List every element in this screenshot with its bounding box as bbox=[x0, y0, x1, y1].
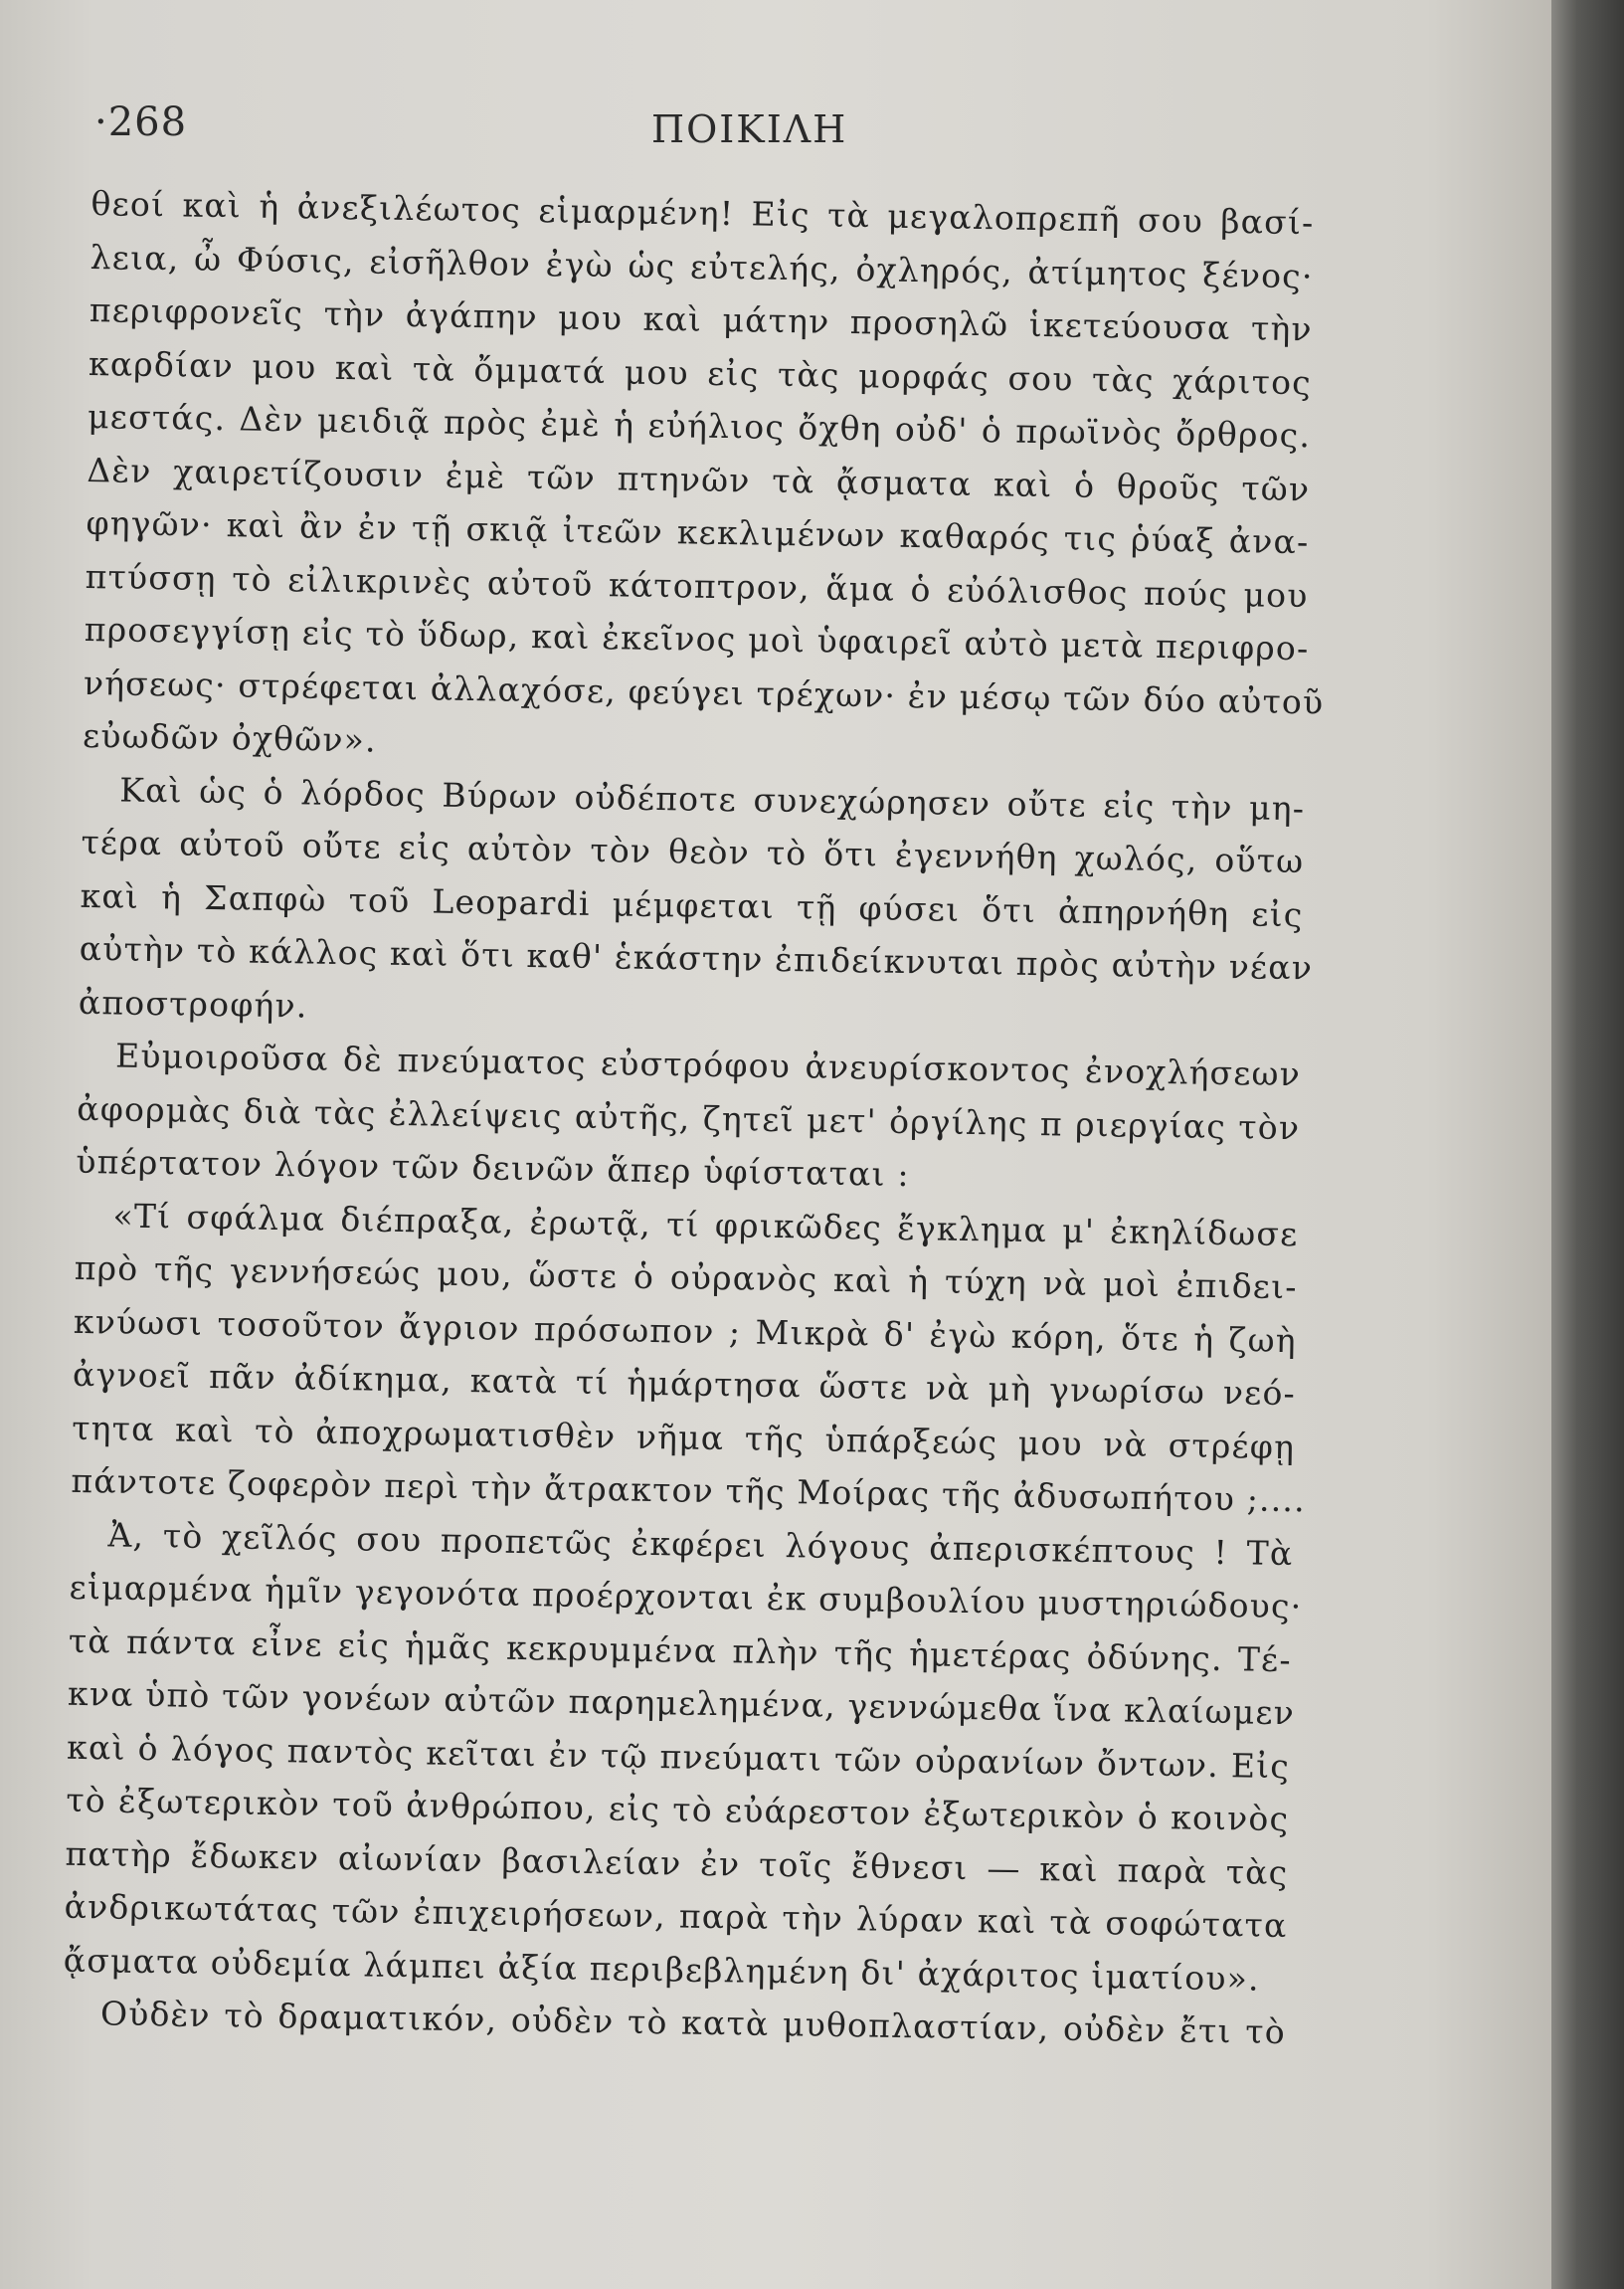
paragraph bbox=[76, 1029, 1301, 1208]
text-line: φηγῶν· καὶ ἂν ἐν τῇ σκιᾷ ἰτεῶν κεκλιμένων καθαρός τις ῥύαξ ἀνα- bbox=[86, 502, 1310, 562]
text-line: πάντοτε ζοφερὸν περὶ τὴν ἄτρακτον τῆς Μοίρας τῆς ἀδυσωπήτου ;.... bbox=[71, 1460, 1307, 1520]
text-line: προσεγγίσῃ εἰς τὸ ὕδωρ, καὶ ἐκεῖνος μοὶ ὑφαιρεῖ αὐτὸ μετὰ περιφρο- bbox=[84, 609, 1310, 668]
text-line: εἱμαρμένα ἡμῖν γεγονότα προέρχονται ἐκ συμβουλίου μυστηριώδους· bbox=[69, 1567, 1303, 1626]
text-line: τὰ πάντα εἶνε εἰς ἡμᾶς κεκρυμμένα πλὴν τῆς ἡμετέρας ὀδύνης. Τέ- bbox=[68, 1621, 1293, 1679]
text-line: τητα καὶ τὸ ἀποχρωματισθὲν νῆμα τῆς ὑπάρξεώς μου νὰ στρέφῃ bbox=[71, 1408, 1296, 1466]
text-line: μεστάς. Δὲν μειδιᾷ πρὸς ἐμὲ ἡ εὐήλιος ὄχθη οὐδ' ὁ πρωϊνὸς ὄρθρος. bbox=[87, 396, 1312, 456]
text-line: ἀνδρικωτάτας τῶν ἐπιχειρήσεων, παρὰ τὴν λύραν καὶ τὰ σοφώτατα bbox=[64, 1886, 1288, 1946]
text-line: ἀγνοεῖ πᾶν ἀδίκημα, κατὰ τί ἡμάρτησα ὥστε νὰ μὴ γνωρίσω νεό- bbox=[72, 1354, 1297, 1414]
text-line: Δὲν χαιρετίζουσιν ἐμὲ τῶν πτηνῶν τὰ ᾄσματα καὶ ὁ θροῦς τῶν bbox=[87, 450, 1311, 508]
text-line: κνα ὑπὸ τῶν γονέων αὐτῶν παρημελημένα, γεννώμεθα ἵνα κλαίωμεν bbox=[67, 1673, 1296, 1733]
paragraph bbox=[71, 1188, 1307, 1526]
page-number: ·268 bbox=[94, 99, 188, 145]
text-line: καρδίαν μου καὶ τὰ ὄμματά μου εἰς τὰς μορφάς σου τὰς χάριτος bbox=[88, 343, 1313, 402]
text-line: νήσεως· στρέφεται ἀλλαχόσε, φεύγει τρέχων· ἐν μέσῳ τῶν δύο αὐτοῦ bbox=[83, 663, 1325, 722]
text-line: αὐτὴν τὸ κάλλος καὶ ὅτι καθ' ἑκάστην ἐπιδείκνυται πρὸς αὐτὴν νέαν bbox=[79, 928, 1314, 988]
text-line: τὸ ἐξωτερικὸν τοῦ ἀνθρώπου, εἰς τὸ εὐάρεστον ἐξωτερικὸν ὁ κοινὸς bbox=[66, 1780, 1290, 1839]
page-edge-shadow bbox=[1551, 0, 1624, 2289]
text-line: Εὐμοιροῦσα δὲ πνεύματος εὐστρόφου ἀνευρίσκοντος ἐνοχλήσεων bbox=[114, 1036, 1302, 1094]
text-line: καὶ ὁ λόγος παντὸς κεῖται ἐν τῷ πνεύματι τῶν οὐρανίων ὄντων. Εἰς bbox=[66, 1727, 1291, 1786]
paragraph bbox=[78, 762, 1314, 1048]
text-line: θεοί καὶ ἡ ἀνεξιλέωτος εἱμαρμένη! Εἰς τὰ μεγαλοπρεπῆ σου βασί- bbox=[90, 183, 1315, 243]
running-head: ΠΟΙΚΙΛΗ bbox=[651, 107, 848, 151]
body-text bbox=[63, 177, 1325, 2059]
text-line: Οὐδὲν τὸ δραματικόν, οὐδὲν τὸ κατὰ μυθοπλαστίαν, οὐδὲν ἔτι τὸ bbox=[99, 1994, 1287, 2052]
paragraph bbox=[82, 177, 1325, 782]
text-line: ἀποστροφήν. bbox=[78, 982, 308, 1026]
text-line: ὑπέρτατον λόγον τῶν δεινῶν ἅπερ ὑφίσταται : bbox=[76, 1141, 911, 1195]
text-line: Ἀ, τὸ χεῖλός σου προπετῶς ἐκφέρει λόγους ἀπερισκέπτους ! Τὰ bbox=[107, 1514, 1294, 1573]
text-line: περιφρονεῖς τὴν ἀγάπην μου καὶ μάτην προσηλῶ ἱκετεύουσα τὴν bbox=[89, 289, 1314, 349]
text-line: καὶ ἡ Σαπφὼ τοῦ Leopardi μέμφεται τῇ φύσει ὅτι ἀπηρνήθη εἰς bbox=[80, 875, 1304, 934]
text-line: ἀφορμὰς διὰ τὰς ἐλλείψεις αὐτῆς, ζητεῖ μετ' ὀργίλης π ριεργίας τὸν bbox=[76, 1088, 1301, 1147]
text-line: ᾄσματα οὐδεμία λάμπει ἀξία περιβεβλημένη δι' ἀχάριτος ἱματίου». bbox=[63, 1940, 1261, 1999]
text-line: εὐωδῶν ὀχθῶν». bbox=[82, 715, 378, 760]
text-line: τέρα αὐτοῦ οὔτε εἰς αὐτὸν τὸν θεὸν τὸ ὅτι ἐγεννήθη χωλός, οὕτω bbox=[81, 822, 1305, 881]
text-line: πρὸ τῆς γεννήσεώς μου, ὥστε ὁ οὐρανὸς καὶ ἡ τύχη νὰ μοὶ ἐπιδει- bbox=[74, 1247, 1298, 1307]
text-line: πτύσσῃ τὸ εἰλικρινὲς αὐτοῦ κάτοπτρον, ἅμα ὁ εὐόλισθος πούς μου bbox=[85, 556, 1309, 615]
page-header bbox=[0, 99, 1551, 169]
text-line: κνύωσι τοσοῦτον ἄγριον πρόσωπον ; Μικρὰ δ' ἐγὼ κόρη, ὅτε ἡ ζωὴ bbox=[73, 1301, 1298, 1360]
text-line: πατὴρ ἔδωκεν αἰωνίαν βασιλείαν ἐν τοῖς ἔθνεσι — καὶ παρὰ τὰς bbox=[65, 1833, 1289, 1892]
text-line: λεια, ὦ Φύσις, εἰσῆλθον ἐγὼ ὡς εὐτελής, ὀχληρός, ἀτίμητος ξένος· bbox=[90, 237, 1314, 295]
text-line: «Τί σφάλμα διέπραξα, ἐρωτᾷ, τί φρικῶδες ἔγκλημα μ' ἐκηλίδωσε bbox=[112, 1195, 1299, 1253]
text-line: Καὶ ὡς ὁ λόρδος Βύρων οὐδέποτε συνεχώρησεν οὔτε εἰς τὴν μη- bbox=[119, 770, 1306, 828]
paragraph bbox=[63, 1507, 1303, 2005]
